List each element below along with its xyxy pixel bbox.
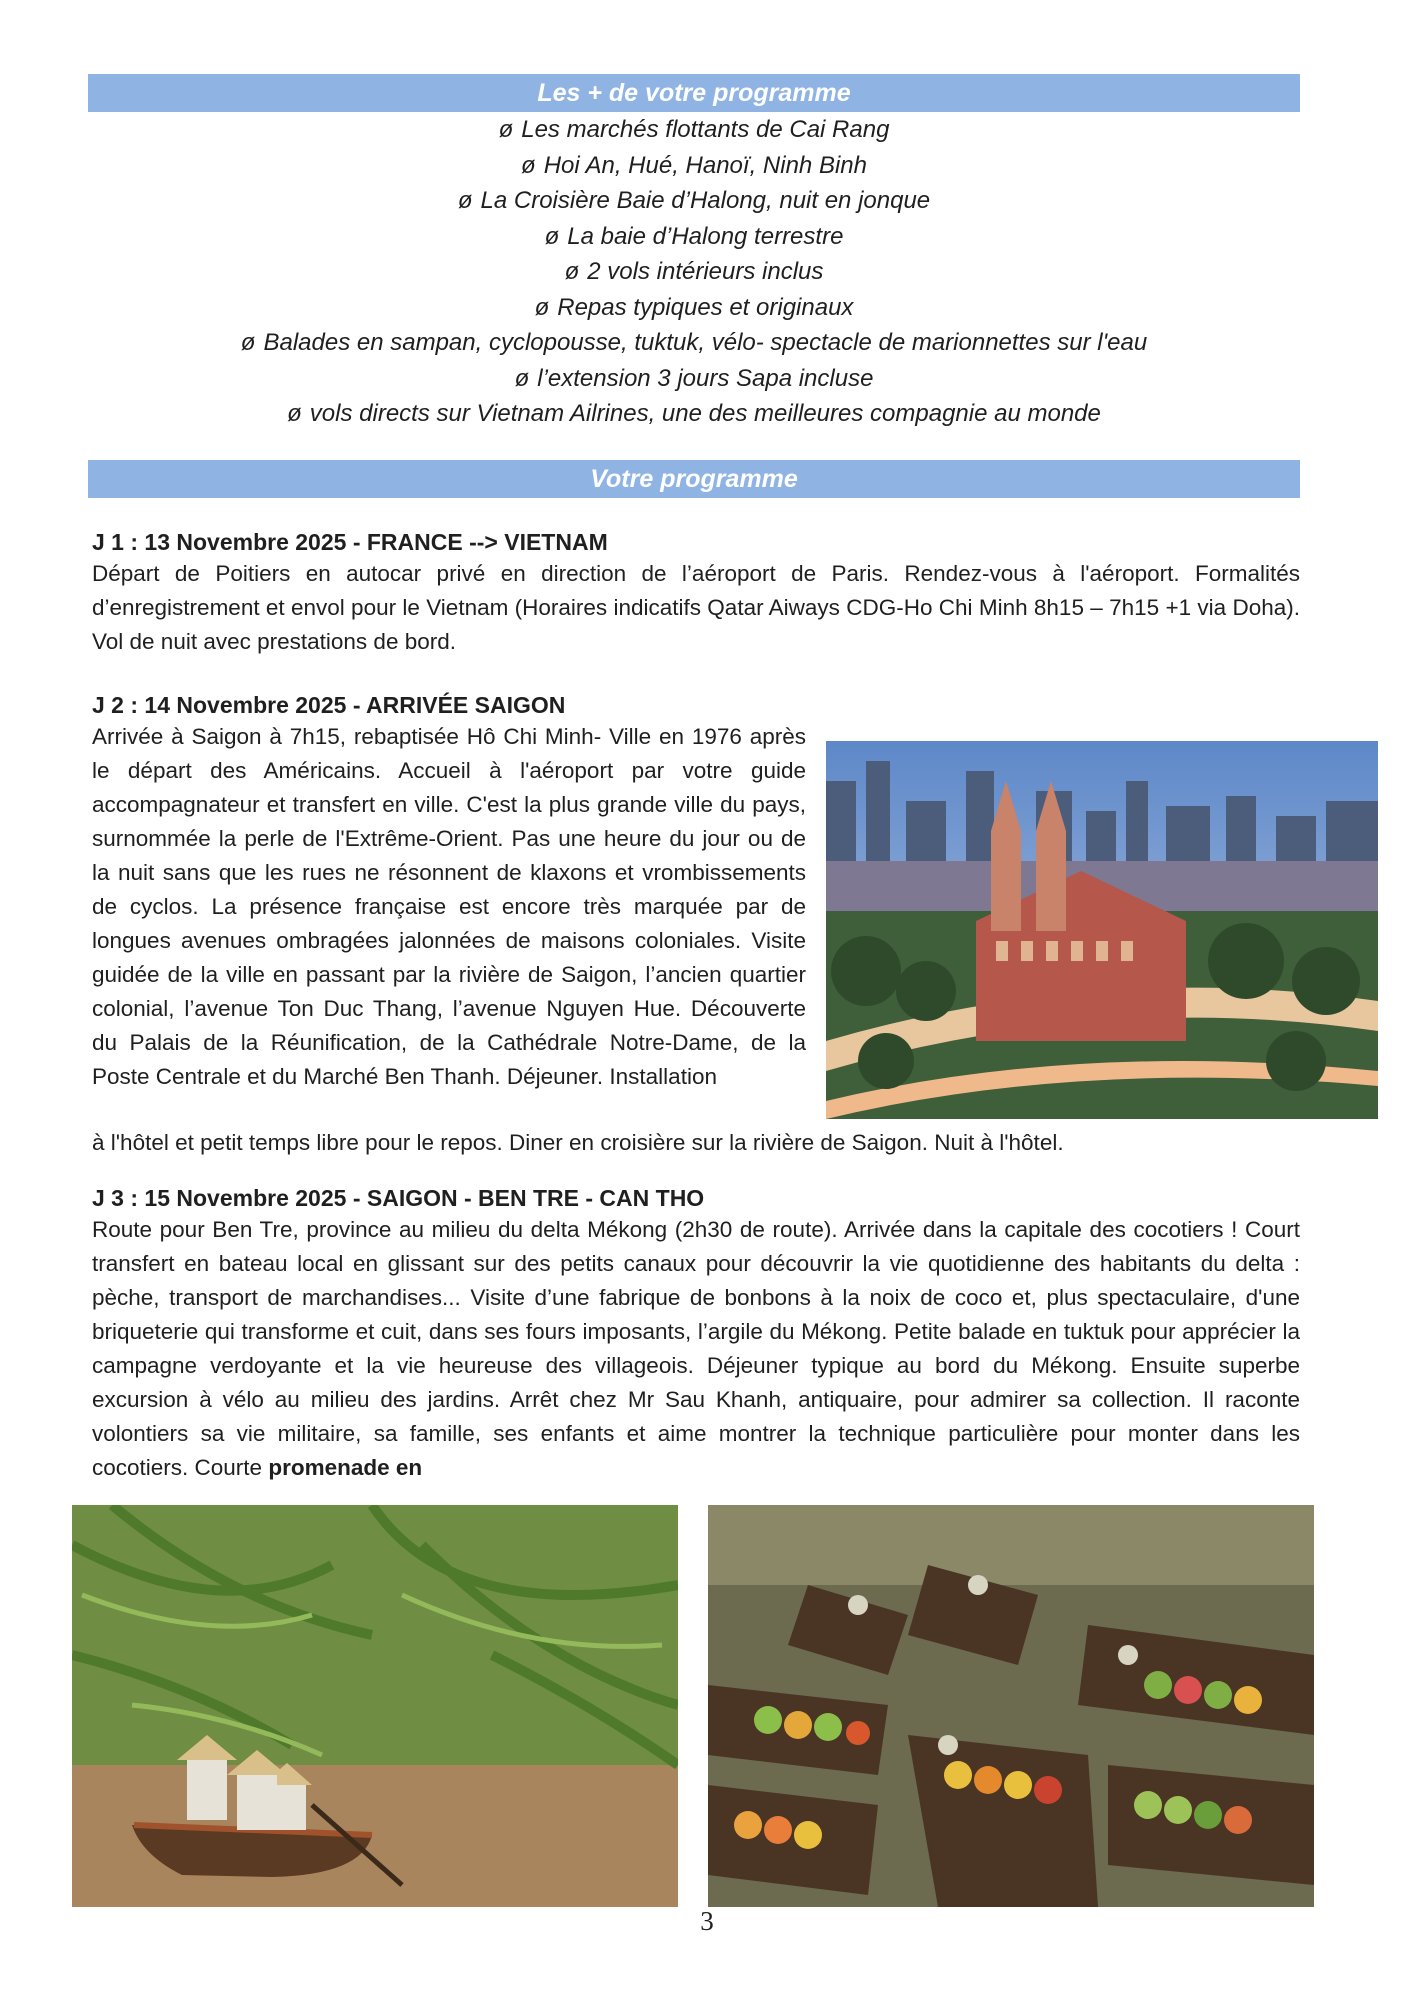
- list-item: ø Hoi An, Hué, Hanoï, Ninh Binh: [521, 151, 867, 179]
- day3-text: Route pour Ben Tre, province au milieu du delta Mékong (2h30 de route). Arrivée dans la capitale des cocotiers ! Court transfert en bateau local en glissant sur des petits canaux pour découvrir la vie quotidienne des habitants du delta : pèche, transport de marchandises... Visite d’une fabrique de bonbons à la noix de coco et, plus spectaculaire, d'une briqueterie qui transforme et cuit, dans ses fours imposants, l’argile du Mékong. Petite balade en tuktuk pour apprécier la campagne verdoyante et la vie heureuse des villageois. Déjeuner typique au bord du Mékong. Ensuite superbe excursion à vélo au milieu des jardins. Arrêt chez Mr Sau Khanh, antiquaire, pour admirer sa collection. Il raconte volontiers sa vie militaire, sa famille, ses enfants et aime montrer la technique particulière pour monter dans les cocotiers. Courte promenade en: [92, 1217, 1300, 1480]
- sampan-canal-photo: [72, 1505, 678, 1907]
- saigon-cathedral-photo: [826, 741, 1378, 1119]
- bullet-icon: ø: [240, 329, 256, 356]
- list-item: ø vols directs sur Vietnam Ailrines, une des meilleures compagnie au monde: [287, 400, 1101, 427]
- day1-text: Départ de Poitiers en autocar privé en direction de l’aéroport de Paris. Rendez-vous à l'aéroport. Formalités d’enregistrement et envol pour le Vietnam (Horaires indicatifs Qatar Aiways CDG-Ho Chi Minh 8h15 – 7h15 +1 via Doha). Vol de nuit avec prestations de bord.: [92, 561, 1300, 654]
- page-number: 3: [700, 1906, 714, 1936]
- day2-text: Arrivée à Saigon à 7h15, rebaptisée Hô Chi Minh- Ville en 1976 après le départ des Américains. Accueil à l'aéroport par votre guide accompagnateur et transfert en ville. C'est la plus grande ville du pays, surnommée la perle de l'Extrême-Orient. Pas une heure du jour ou de la nuit sans que les rues ne résonnent de klaxons et vrombissements de cyclos. La présence française est encore très marquée par de longues avenues ombragées jalonnées de maisons coloniales. Visite guidée de la ville en passant par la rivière de Saigon, l’ancien quartier colonial, l’avenue Ton Duc Thang, l’avenue Nguyen Hue. Découverte du Palais de la Réunification, de la Cathédrale Notre-Dame, de la Poste Centrale et du Marché Ben Thanh. Déjeuner. Installation: [92, 724, 806, 1089]
- highlights-banner: Les + de votre programme: [88, 74, 1300, 112]
- bullet-icon: ø: [457, 187, 473, 214]
- floating-market-photo-art: [708, 1505, 1314, 1907]
- list-item: ø La Croisière Baie d’Halong, nuit en jonque: [457, 187, 931, 214]
- list-item: ø La baie d’Halong terrestre: [544, 222, 844, 250]
- list-item: ø 2 vols intérieurs inclus: [564, 258, 824, 285]
- bullet-icon: ø: [534, 293, 550, 321]
- day2-text-end: à l'hôtel et petit temps libre pour le repos. Diner en croisière sur la rivière de Saigon. Nuit à l'hôtel.: [92, 1130, 1064, 1155]
- floating-market-photo: [708, 1505, 1314, 1907]
- list-item: ø l’extension 3 jours Sapa incluse: [514, 364, 874, 392]
- bullet-icon: ø: [514, 364, 530, 392]
- list-item: ø Balades en sampan, cyclopousse, tuktuk, vélo- spectacle de marionnettes sur l'eau: [240, 329, 1148, 356]
- list-item: ø Les marchés flottants de Cai Rang: [498, 116, 890, 143]
- saigon-cathedral-photo-art: [826, 741, 1378, 1119]
- list-item: ø Repas typiques et originaux: [534, 293, 854, 321]
- day1-title: J 1 : 13 Novembre 2025 - FRANCE --> VIETNAM: [92, 529, 608, 555]
- bullet-icon: ø: [287, 400, 302, 427]
- bullet-icon: ø: [564, 258, 580, 285]
- highlights-list: [88, 112, 1300, 432]
- program-banner: Votre programme: [88, 460, 1300, 498]
- day3-title: J 3 : 15 Novembre 2025 - SAIGON - BEN TRE - CAN THO: [92, 1185, 705, 1211]
- bullet-icon: ø: [544, 222, 560, 250]
- bullet-icon: ø: [498, 116, 514, 143]
- sampan-canal-photo-art: [72, 1505, 678, 1907]
- day2-title: J 2 : 14 Novembre 2025 - ARRIVÉE SAIGON: [92, 692, 566, 718]
- bullet-icon: ø: [521, 151, 536, 179]
